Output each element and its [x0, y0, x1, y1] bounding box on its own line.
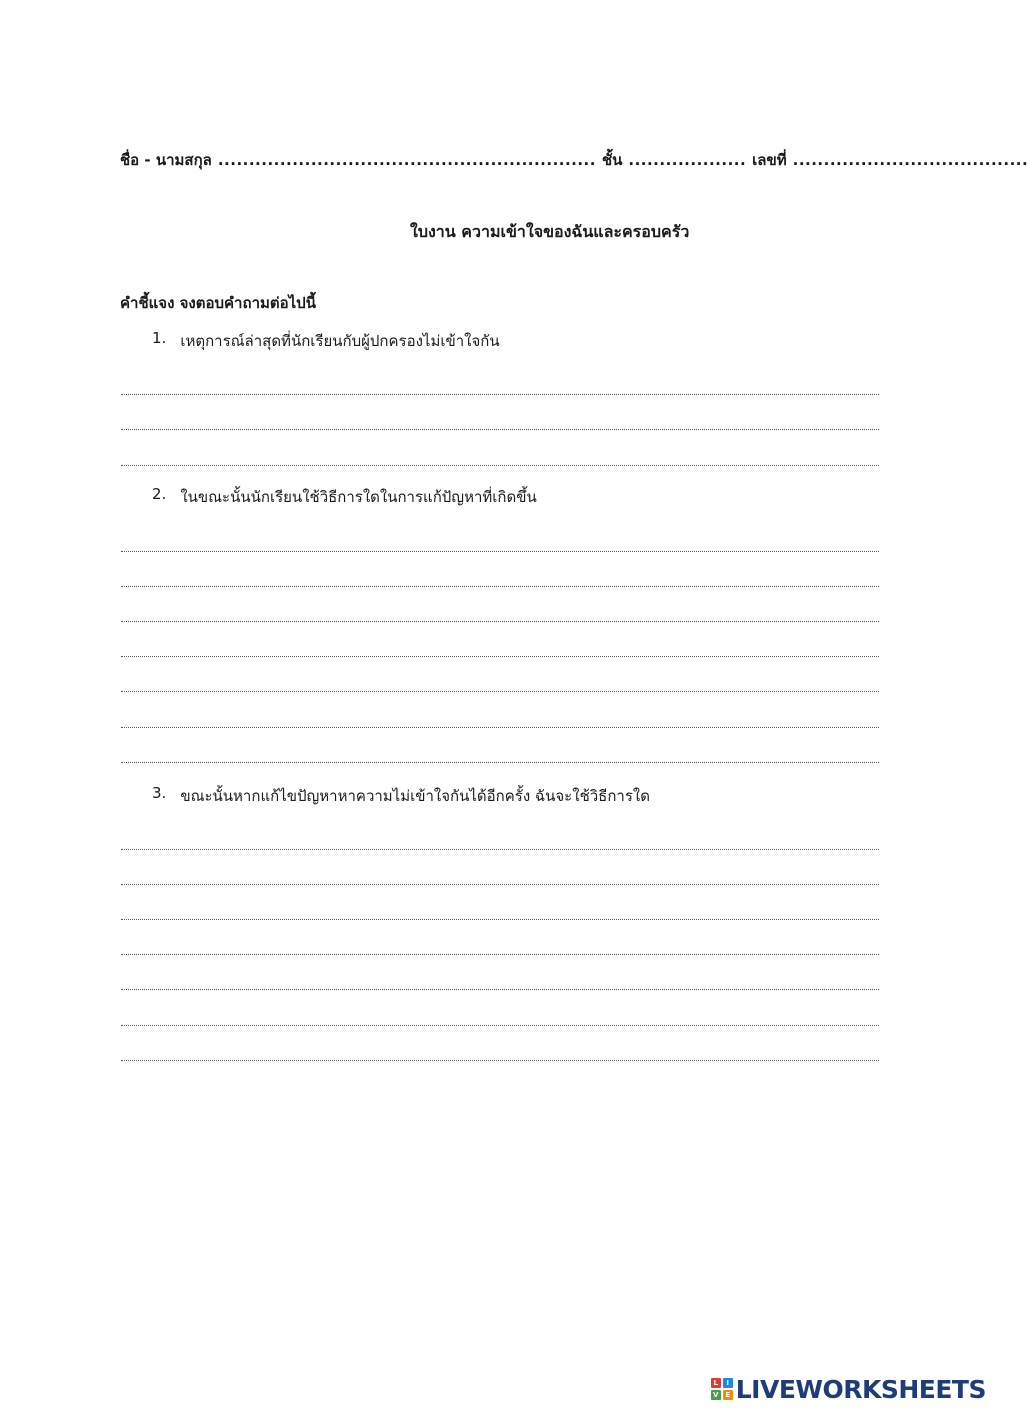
- question-2: [152, 485, 537, 509]
- liveworksheets-logo: [711, 1374, 986, 1404]
- answer-line-q1-1[interactable]: [121, 394, 879, 395]
- answer-line-q3-2[interactable]: [121, 884, 879, 885]
- student-info-line: [120, 148, 1028, 172]
- answer-line-q1-2[interactable]: [121, 429, 879, 430]
- question-text: ขณะนั้นหากแก้ไขปัญหาหาความไม่เข้าใจกันได้อีกครั้ง ฉันจะใช้วิธีการใด: [180, 787, 650, 805]
- question-text: เหตุการณ์ล่าสุดที่นักเรียนกับผู้ปกครองไม่เข้าใจกัน: [180, 332, 500, 350]
- question-number: 3.: [152, 784, 167, 802]
- question-1: [152, 329, 500, 353]
- answer-line-q2-1[interactable]: [121, 551, 879, 552]
- instruction-text: คำชี้แจง จงตอบคำถามต่อไปนี้: [120, 294, 316, 312]
- class-label: ชั้น: [601, 151, 623, 169]
- answer-line-q1-3[interactable]: [121, 465, 879, 466]
- class-blank[interactable]: ...................: [628, 151, 747, 169]
- name-label: ชื่อ - นามสกุล: [120, 151, 212, 169]
- logo-text: LIVEWORKSHEETS: [735, 1374, 986, 1404]
- answer-line-q3-3[interactable]: [121, 919, 879, 920]
- logo-block: E: [723, 1390, 733, 1400]
- logo-blocks-icon: [711, 1378, 733, 1400]
- number-label: เลขที่: [752, 151, 787, 169]
- answer-line-q2-3[interactable]: [121, 621, 879, 622]
- answer-line-q2-4[interactable]: [121, 656, 879, 657]
- number-blank[interactable]: ......................................: [792, 151, 1028, 169]
- question-3: [152, 784, 650, 808]
- answer-line-q2-5[interactable]: [121, 691, 879, 692]
- question-text: ในขณะนั้นนักเรียนใช้วิธีการใดในการแก้ปัญหาที่เกิดขึ้น: [180, 488, 537, 506]
- name-blank[interactable]: .............................................................: [217, 151, 596, 169]
- answer-line-q2-2[interactable]: [121, 586, 879, 587]
- answer-line-q3-7[interactable]: [121, 1060, 879, 1061]
- logo-block: L: [711, 1378, 721, 1388]
- logo-block: V: [711, 1390, 721, 1400]
- answer-line-q2-6[interactable]: [121, 727, 879, 728]
- answer-line-q3-6[interactable]: [121, 1025, 879, 1026]
- answer-line-q3-4[interactable]: [121, 954, 879, 955]
- answer-line-q3-1[interactable]: [121, 849, 879, 850]
- question-number: 1.: [152, 329, 167, 347]
- logo-block: I: [723, 1378, 733, 1388]
- question-number: 2.: [152, 485, 167, 503]
- answer-line-q2-7[interactable]: [121, 762, 879, 763]
- answer-line-q3-5[interactable]: [121, 989, 879, 990]
- worksheet-title: ใบงาน ความเข้าใจของฉันและครอบครัว: [410, 222, 690, 241]
